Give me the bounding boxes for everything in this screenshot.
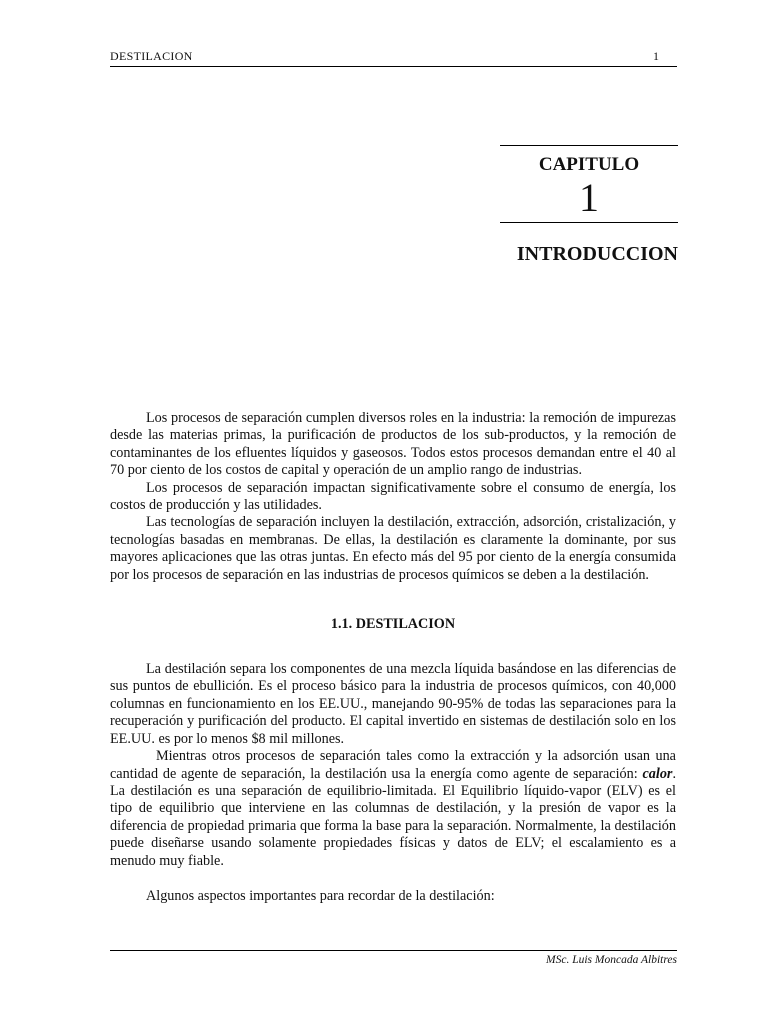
intro-paragraph-2: Los procesos de separación impactan significativamente sobre el consumo de energía, los costos de producción y las utilidades. [110, 479, 676, 514]
page-footer [110, 950, 677, 966]
chapter-top-rule [500, 145, 678, 146]
chapter-block [500, 145, 678, 266]
intro-paragraph-1: Los procesos de separación cumplen diversos roles en la industria: la remoción de impurezas desde las materias primas, la purificación de productos de los sub-productos, y la remoción de contaminantes de los efluentes líquidos y gaseosos. Todos estos procesos demandan entre el 40 al 70 por ciento de los costos de capital y operación de un amplio rango de industrias. [110, 410, 676, 479]
paragraph-2-text-after: . La destilación es una separación de equilibrio-limitada. El Equilibrio líquido-vapor (ELV) es el tipo de equilibrio que interviene en las columnas de destilación, y la presión de vapor es la diferencia de propiedad primaria que forma la base para la separación. Normalmente, la destilación puede diseñarse usando solamente propiedades físicas y datos de ELV; el escalamiento es a menudo muy fiable. [110, 765, 676, 869]
chapter-label: CAPITULO [538, 154, 640, 175]
intro-paragraph-3: Las tecnologías de separación incluyen la destilación, extracción, adsorción, cristalización, y tecnologías basadas en membranas. De ellas, la destilación es claramente la dominante, por sus mayores aplicaciones que las otras juntas. En efecto más del 95 por ciento de la energía consumida por los procesos de separación en las industrias de procesos químicos se deben a la destilación. [110, 514, 676, 583]
body-text [110, 410, 676, 905]
footer-author: MSc. Luis Moncada Albitres [546, 954, 677, 966]
chapter-number: 1 [579, 175, 599, 220]
page-header [110, 46, 677, 67]
section-paragraph-1: La destilación separa los componentes de una mezcla líquida basándose en las diferencias de sus puntos de ebullición. Es el proceso básico para la industria de procesos químicos, con 40,000 columnas en funcionamiento en los EE.UU., manejando 90-95% de todas las separaciones para la recuperación y purificación del producto. El capital invertido en sistemas de destilación solo en los EE.UU. es por lo menos $8 mil millones. [110, 661, 676, 747]
paragraph-2-text-before: Mientras otros procesos de separación tales como la extracción y la adsorción usan una cantidad de agente de separación, la destilación usa la energía como agente de separación: [110, 748, 676, 782]
page-number: 1 [653, 49, 659, 63]
section-paragraph-3: Algunos aspectos importantes para recordar de la destilación: [146, 887, 495, 904]
section-heading: 1.1. DESTILACION [330, 616, 456, 633]
chapter-title: INTRODUCCION [516, 243, 678, 265]
section-paragraph-2 [110, 748, 676, 870]
chapter-bottom-rule [500, 222, 678, 223]
keyword-calor: calor [642, 765, 673, 782]
running-title: DESTILACION [110, 49, 193, 63]
